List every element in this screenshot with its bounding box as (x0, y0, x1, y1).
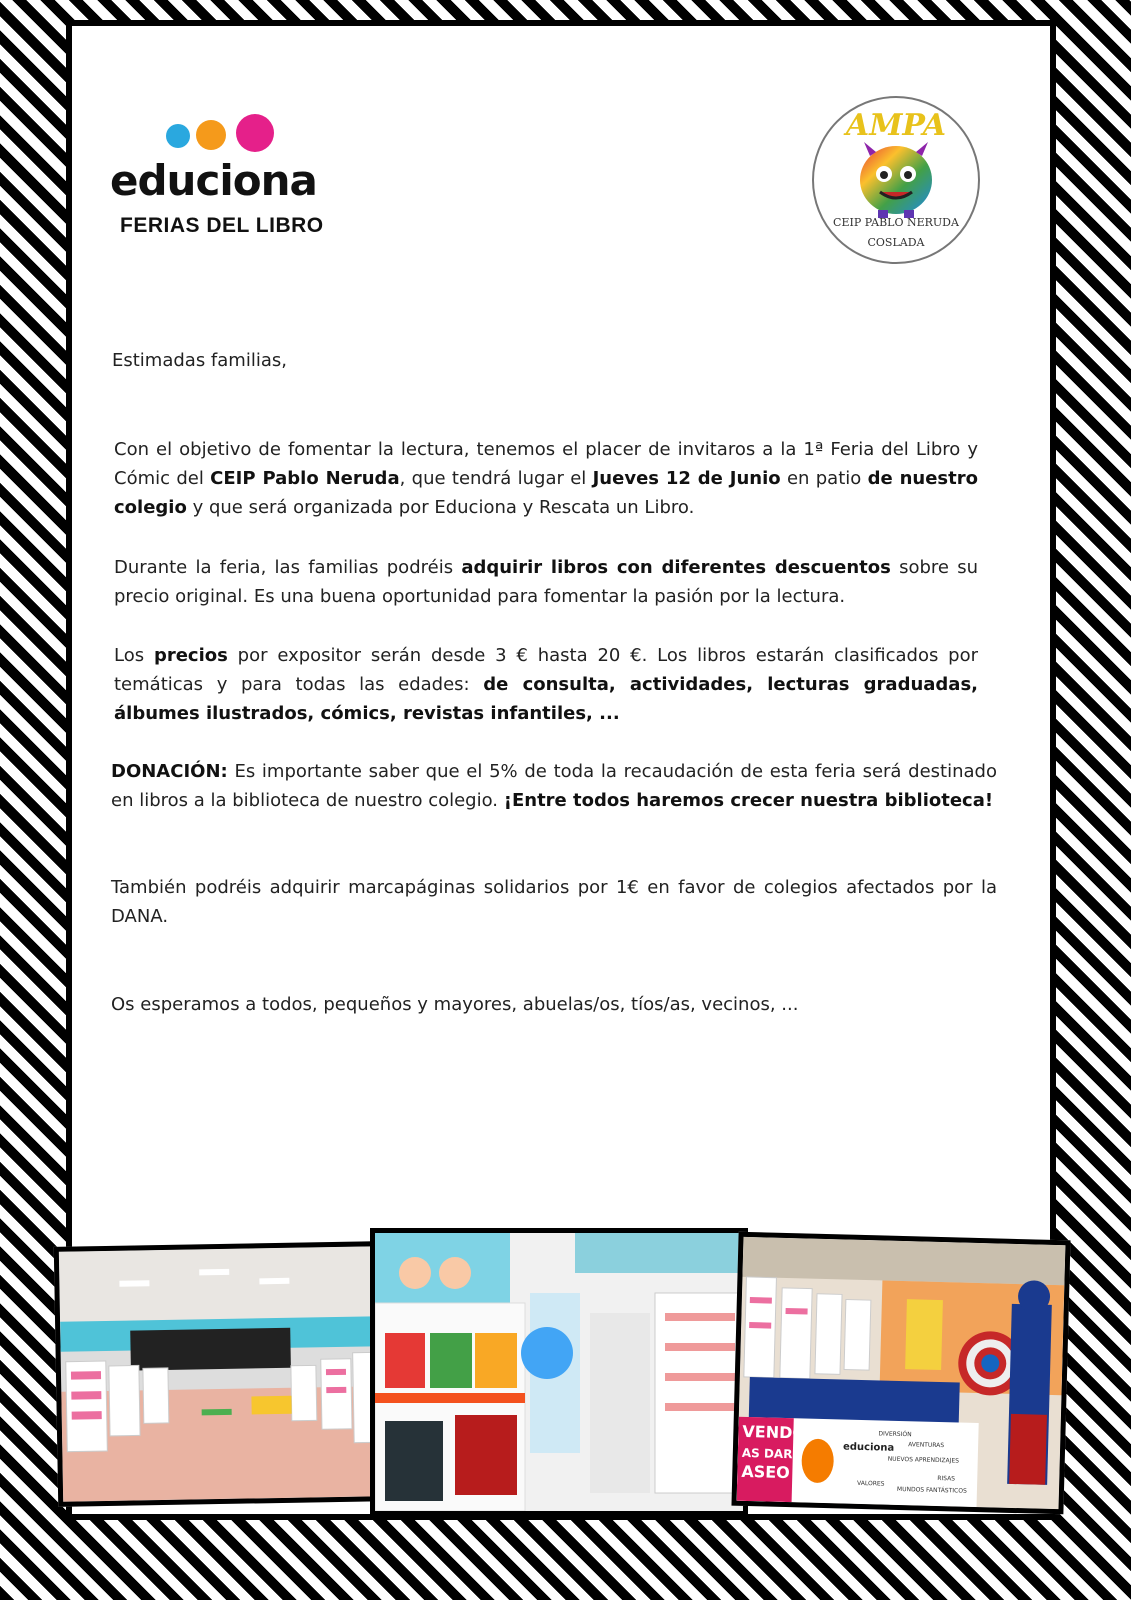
paragraph-discounts (114, 553, 978, 611)
orange-dot (196, 120, 226, 150)
book-shelf-image (375, 1233, 743, 1511)
text-span: Es importante saber que el 5% de toda la recaudación de esta feria será destinado en libros a la biblioteca de nuestro colegio. (111, 761, 997, 811)
greeting: Estimadas familias, (112, 350, 287, 371)
educiona-wordmark: educiona (110, 156, 317, 205)
text-span: , que tendrá lugar el (399, 468, 593, 489)
banner-tag: DIVERSIÓN (878, 1430, 912, 1439)
educiona-subtitle: FERIAS DEL LIBRO (120, 214, 324, 237)
categories-highlight: de consulta, actividades, lecturas graduadas, álbumes ilustrados, cómics, revistas infantiles, ... (114, 674, 978, 724)
banner-word-1: VENDO (742, 1421, 807, 1443)
text-span: Los (114, 645, 154, 666)
banner-tag: RISAS (937, 1474, 956, 1483)
event-date: Jueves 12 de Junio (592, 468, 781, 489)
paragraph-closing: Os esperamos a todos, pequeños y mayores, abuelas/os, tíos/as, vecinos, ... (111, 994, 799, 1015)
paragraph-invitation (114, 435, 978, 522)
paragraph-donation (111, 757, 997, 815)
banner-tag: AVENTURAS (908, 1441, 945, 1450)
banner-word-3: ASEO (741, 1461, 791, 1483)
prices-highlight: precios (153, 645, 228, 666)
donation-highlight: ¡Entre todos haremos crecer nuestra biblioteca! (503, 790, 994, 811)
event-place: de nuestro colegio (114, 468, 978, 518)
paragraph-bookmarks: También podréis adquirir marcapáginas solidarios por 1€ en favor de colegios afectados por la DANA. (111, 877, 997, 927)
photo-library-room (54, 1241, 388, 1507)
photo-book-shelf (370, 1228, 748, 1516)
banner-word-2: AS DAR (741, 1445, 793, 1462)
library-room-image (59, 1246, 383, 1502)
photo-fair-stand (731, 1232, 1070, 1515)
text-span: en patio (780, 468, 868, 489)
text-span: por expositor serán desde 3 € hasta 20 €. Los libros estarán clasificados por temáticas y para todas las edades: (114, 645, 978, 695)
banner-tag: VALORES (857, 1479, 885, 1488)
text-span: Durante la feria, las familias podréis (114, 557, 462, 578)
ampa-logo (812, 96, 980, 264)
educiona-logo (110, 110, 330, 250)
text-span: Con el objetivo de fomentar la lectura, tenemos el placer de invitaros a la 1ª Feria del Libro y Cómic del (114, 439, 978, 489)
donation-label: DONACIÓN: (111, 761, 228, 782)
ampa-school: CEIP PABLO NERUDA (833, 216, 959, 229)
ampa-town: COSLADA (867, 236, 925, 249)
pink-dot (236, 114, 274, 152)
paragraph-prices (114, 641, 978, 728)
text-span: y que será organizada por Educiona y Rescata un Libro. (186, 497, 695, 518)
fair-stand-image (737, 1237, 1066, 1509)
school-name: CEIP Pablo Neruda (210, 468, 400, 489)
banner-tag: NUEVOS APRENDIZAJES (887, 1455, 960, 1465)
blue-dot (166, 124, 190, 148)
banner-tag: MUNDOS FANTÁSTICOS (896, 1485, 967, 1495)
discount-highlight: adquirir libros con diferentes descuentos (461, 557, 891, 578)
ampa-title: AMPA (845, 108, 947, 143)
banner-logo: educiona (842, 1441, 895, 1454)
text-span: sobre su precio original. Es una buena oportunidad para fomentar la pasión por la lectura. (114, 557, 978, 607)
